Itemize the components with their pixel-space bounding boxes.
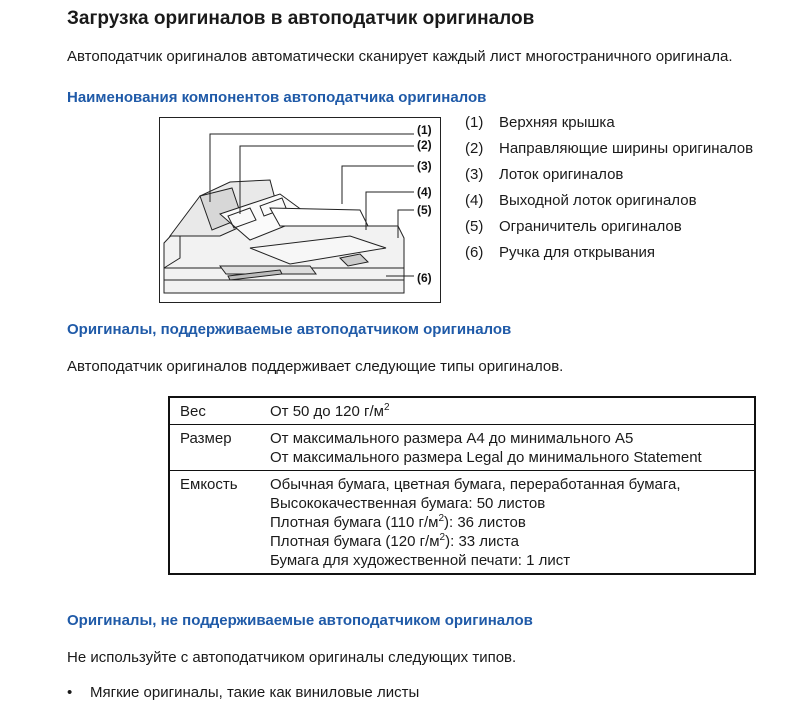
capacity-value-cell (260, 471, 755, 575)
size-line: От максимального размера Legal до минимального Statement (270, 449, 702, 466)
callout-1: (1) (417, 123, 432, 137)
capacity-line (270, 532, 744, 551)
component-list (465, 112, 753, 268)
table-row (169, 471, 755, 575)
capacity-line-text: ): 36 листов (444, 514, 526, 531)
capacity-sup: 2 (439, 532, 446, 543)
table-row (169, 397, 755, 425)
component-number: (4) (465, 192, 484, 209)
callout-3: (3) (417, 159, 432, 173)
capacity-line: Бумага для художественной печати: 1 лист (270, 552, 571, 569)
capacity-line: Обычная бумага, цветная бумага, переработанная бумага, (270, 476, 681, 493)
list-item (465, 138, 753, 164)
capacity-line: Высококачественная бумага: 50 листов (270, 495, 546, 512)
capacity-line (270, 513, 744, 532)
document-processor-illustration (159, 117, 441, 303)
capacity-sup: 2 (438, 513, 444, 524)
intro-text: Автоподатчик оригиналов автоматически сканирует каждый лист многостраничного оригинала. (67, 48, 733, 65)
component-label: Выходной лоток оригиналов (499, 192, 697, 209)
weight-value-cell (260, 397, 755, 425)
component-label: Ограничитель оригиналов (499, 218, 682, 235)
component-label: Направляющие ширины оригиналов (499, 140, 754, 157)
table-row (169, 425, 755, 471)
unsupported-intro: Не используйте с автоподатчиком оригиналы следующих типов. (67, 649, 517, 666)
list-item (465, 242, 753, 268)
component-label: Ручка для открывания (499, 244, 656, 261)
components-heading: Наименования компонентов автоподатчика оригиналов (67, 89, 487, 106)
component-number: (6) (465, 244, 484, 261)
unsupported-list-item (67, 684, 419, 701)
component-number: (1) (465, 114, 484, 131)
callout-2: (2) (417, 138, 432, 152)
size-line: От максимального размера A4 до минимального A5 (270, 430, 634, 447)
list-item (465, 216, 753, 242)
unsupported-heading: Оригиналы, не поддерживаемые автоподатчиком оригиналов (67, 612, 533, 629)
component-label: Верхняя крышка (499, 114, 615, 131)
supported-heading: Оригиналы, поддерживаемые автоподатчиком оригиналов (67, 321, 512, 338)
component-number: (5) (465, 218, 484, 235)
component-number: (2) (465, 140, 484, 157)
spec-table (168, 396, 756, 575)
list-item (465, 112, 753, 138)
callout-4: (4) (417, 185, 432, 199)
page-title: Загрузка оригиналов в автоподатчик оригиналов (67, 8, 535, 29)
capacity-label: Емкость (169, 471, 260, 575)
list-item (465, 190, 753, 216)
bullet-marker: • (67, 684, 73, 701)
component-label: Лоток оригиналов (499, 166, 624, 183)
size-value-cell (260, 425, 755, 471)
supported-intro: Автоподатчик оригиналов поддерживает следующие типы оригиналов. (67, 358, 564, 375)
size-label: Размер (169, 425, 260, 471)
weight-label: Вес (180, 403, 206, 420)
component-number: (3) (465, 166, 484, 183)
capacity-line-text: ): 33 листа (445, 533, 519, 550)
unsupported-item-text: Мягкие оригиналы, такие как виниловые листы (90, 684, 420, 701)
callout-6: (6) (417, 271, 432, 285)
callout-5: (5) (417, 203, 432, 217)
weight-sup: 2 (383, 402, 390, 413)
weight-value: От 50 до 120 г/м (270, 403, 384, 420)
capacity-line-text: Плотная бумага (110 г/м (270, 514, 439, 531)
capacity-line-text: Плотная бумага (120 г/м (270, 533, 440, 550)
list-item (465, 164, 753, 190)
document-processor-drawing (160, 118, 440, 302)
